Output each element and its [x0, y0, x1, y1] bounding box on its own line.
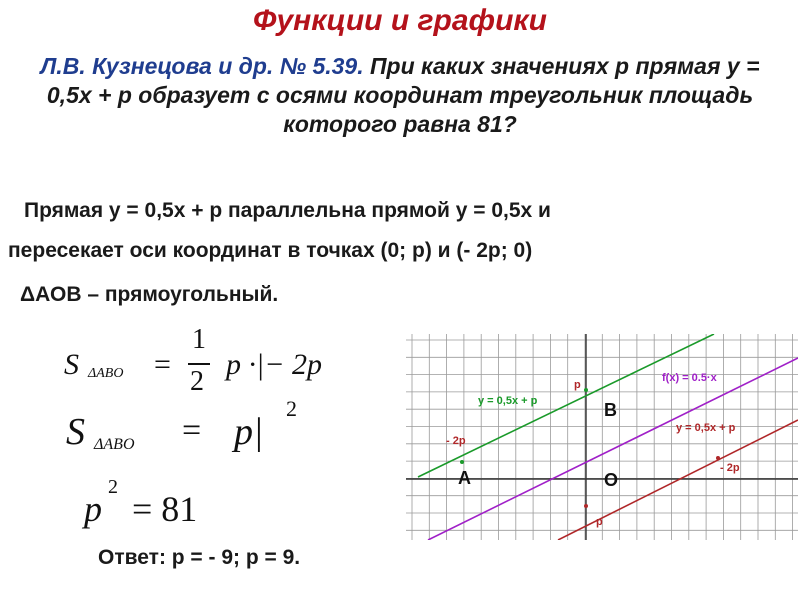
line-red [558, 420, 798, 540]
problem-reference: Л.В. Кузнецова и др. № 5.39. [40, 53, 364, 79]
formula3-lhs: p [84, 489, 102, 529]
formula3-rhs: = 81 [132, 489, 198, 529]
formula2-rhs: p| [234, 411, 264, 453]
label-point-A: A [458, 468, 471, 488]
formula1-equals: = [154, 348, 171, 381]
answer: Ответ: р = - 9; р = 9. [98, 546, 301, 569]
problem-text: При каких значениях р прямая у = 0,5х + р образует с осями координат треугольник площадь которого равна 81? [46, 53, 760, 137]
formula2-equals: = [182, 412, 202, 449]
label-point-B: B [604, 400, 617, 420]
formula2-subscript: ΔABO [94, 436, 135, 453]
line-green [418, 334, 714, 477]
page-title: Функции и графики [253, 4, 547, 37]
label-p-bottom: р [596, 516, 603, 528]
point-minus2p-marker [716, 456, 720, 460]
label-red-line: у = 0,5х + р [676, 422, 736, 434]
label-green-line: у = 0,5х + р [478, 395, 538, 407]
point-A-marker [460, 460, 464, 464]
formula3-exponent: 2 [108, 476, 118, 498]
formula1-rhs: p ·|− 2p [226, 348, 322, 381]
label-purple-line: f(x) = 0.5·x [662, 372, 717, 384]
area-squared-formula [58, 398, 358, 468]
formula2-exponent: 2 [286, 396, 297, 421]
solution-line-3: ΔАОВ – прямоугольный. [20, 283, 279, 306]
solution-line-1: Прямая у = 0,5х + р параллельна прямой у = 0,5х и [24, 199, 551, 222]
point-B-marker [584, 388, 588, 392]
formula2-lhs: S [66, 411, 85, 453]
formula1-subscript: ΔABO [88, 366, 124, 381]
area-formula [58, 326, 358, 406]
formula1-lhs: S [64, 348, 79, 381]
fraction-bar [188, 363, 210, 365]
p-squared-equation [80, 474, 320, 534]
solution-line-2: пересекает оси координат в точках (0; р) и (- 2р; 0) [8, 239, 533, 262]
label-p-top: р [574, 379, 581, 391]
problem-statement [40, 52, 760, 139]
label-point-O: O [604, 470, 619, 490]
formula1-denominator: 2 [190, 366, 204, 397]
label-minus2p-left: - 2р [446, 435, 466, 447]
label-minus2p-right: - 2р [720, 462, 740, 474]
formula1-numerator: 1 [192, 324, 206, 355]
coordinate-graph [406, 334, 798, 540]
point-p-marker [584, 504, 588, 508]
